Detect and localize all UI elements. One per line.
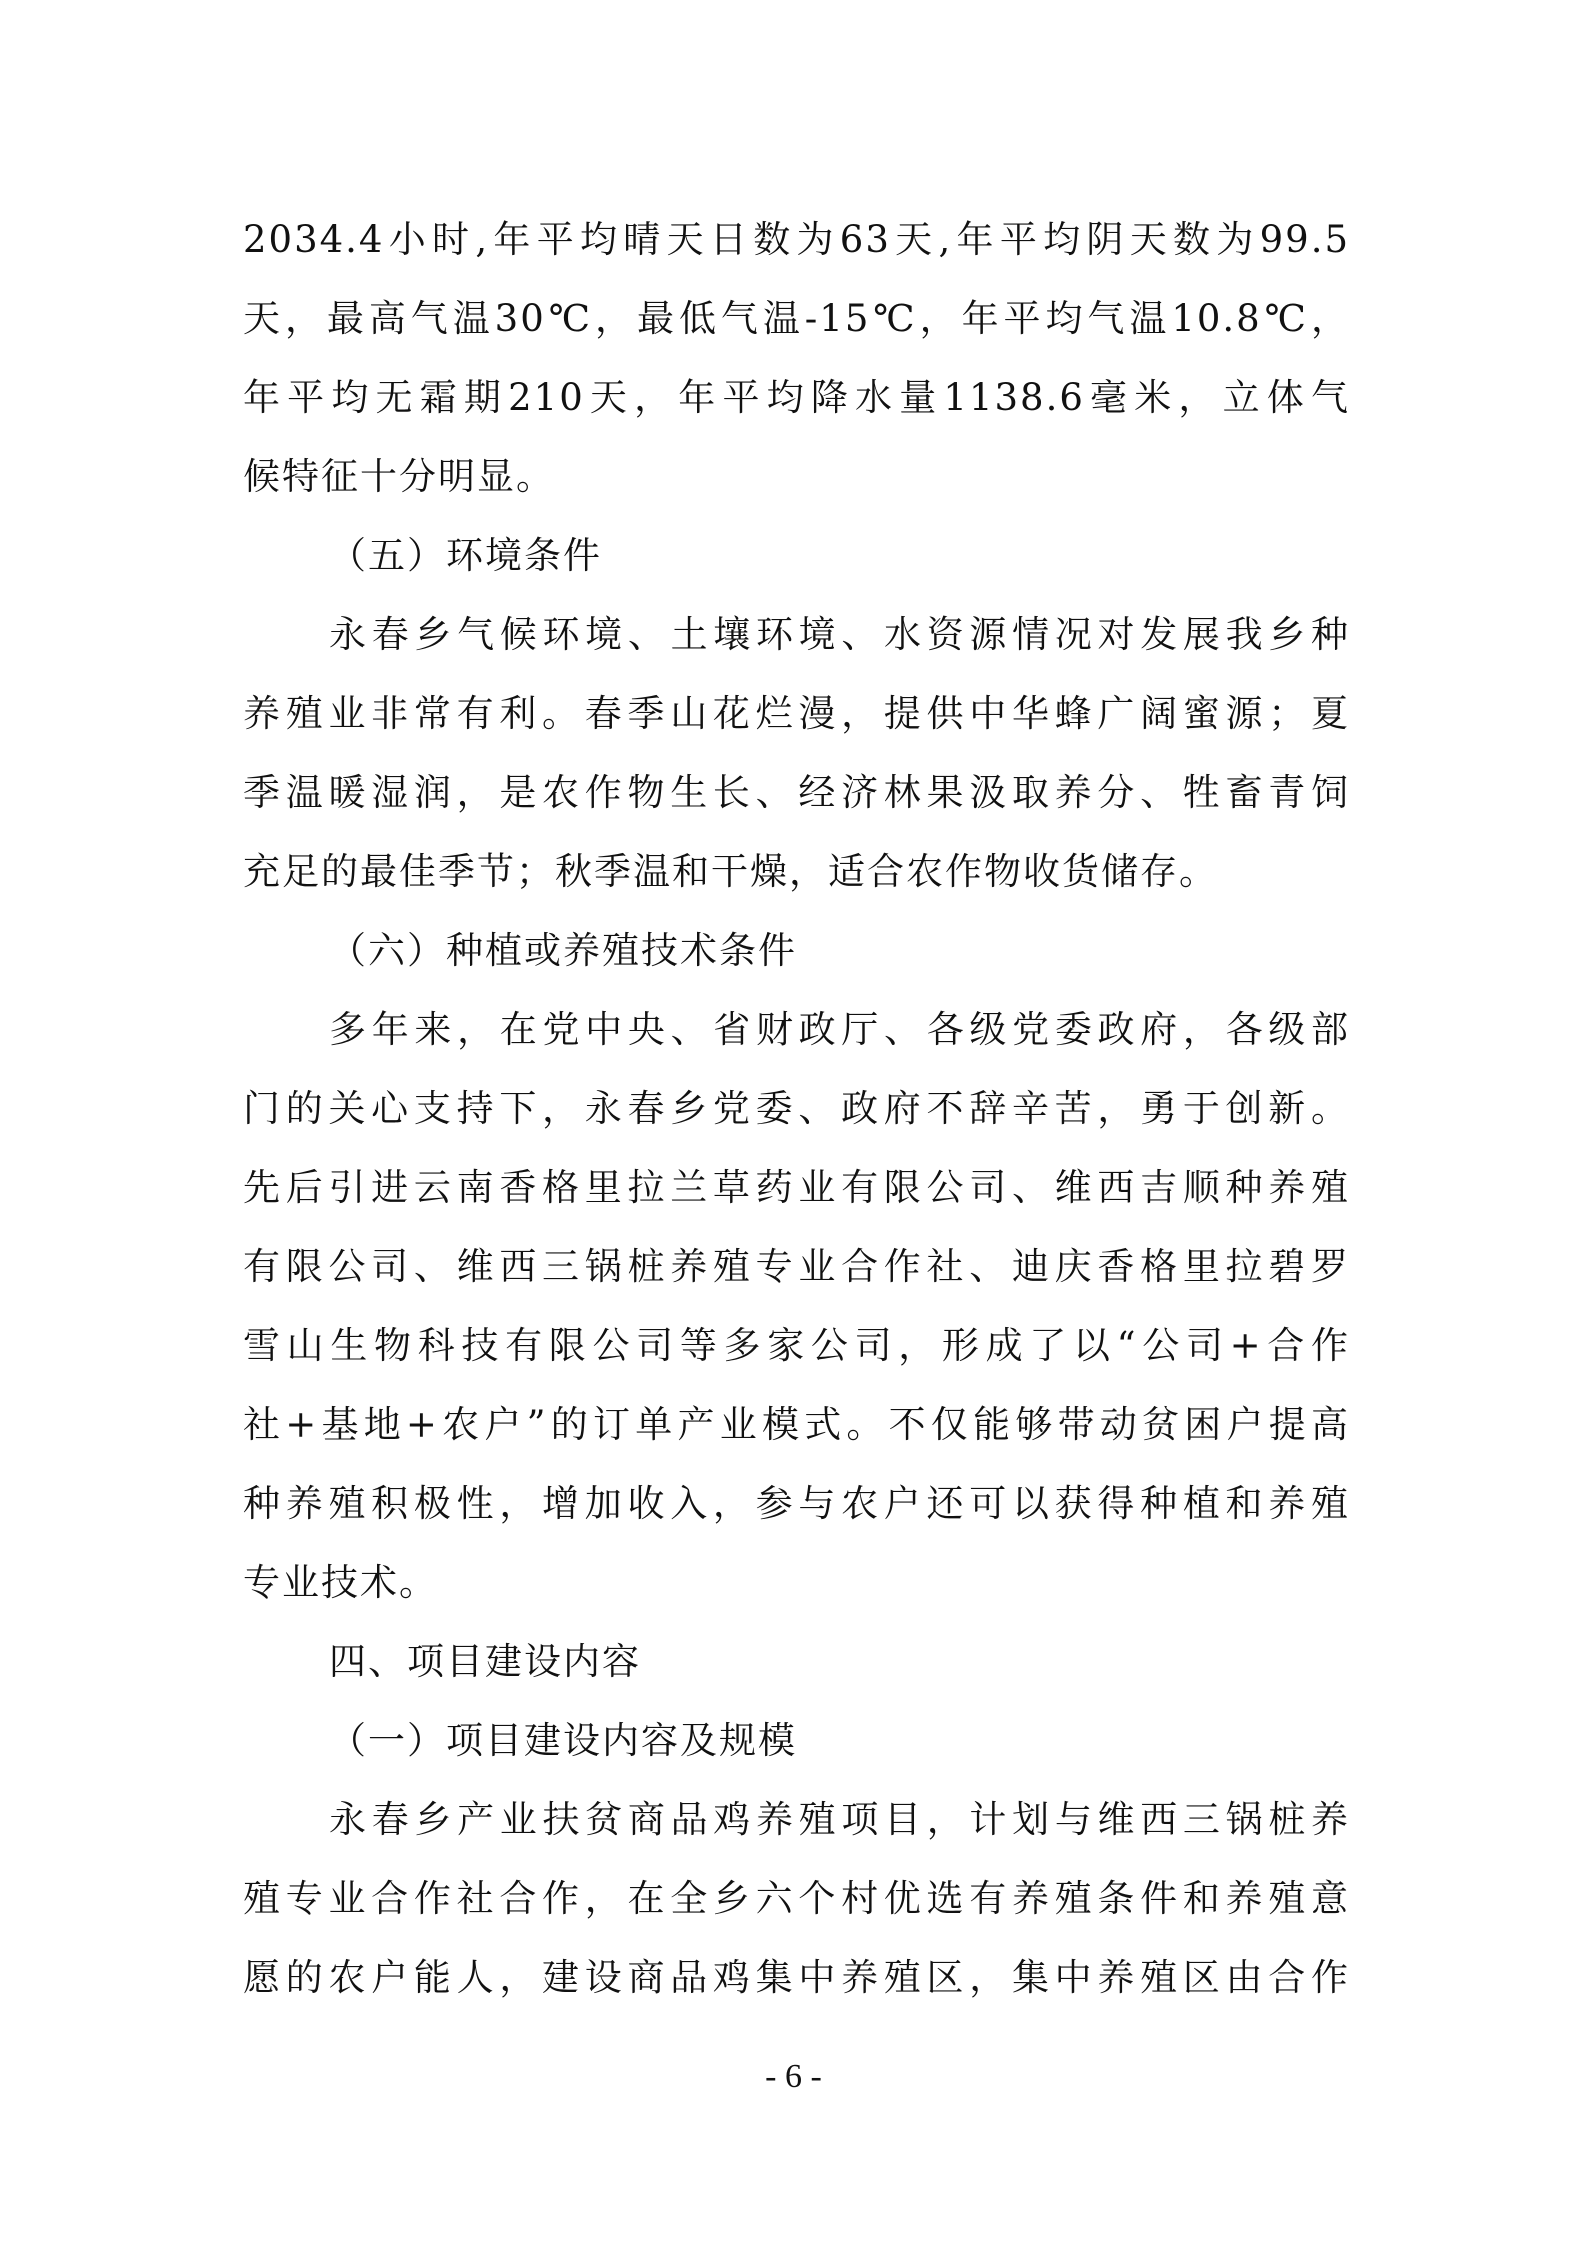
paragraph-line: 先后引进云南香格里拉兰草药业有限公司、维西吉顺种养殖: [243, 1166, 1350, 1209]
paragraph-line: 季温暖湿润，是农作物生长、经济林果汲取养分、牲畜青饲: [243, 771, 1350, 814]
paragraph-line: 候特征十分明显。: [243, 455, 555, 498]
subsection-heading: （一）项目建设内容及规模: [329, 1719, 797, 1762]
section-heading: 四、项目建设内容: [329, 1640, 641, 1683]
paragraph-line: 有限公司、维西三锅桩养殖专业合作社、迪庆香格里拉碧罗: [243, 1245, 1350, 1288]
paragraph-line: 殖专业合作社合作，在全乡六个村优选有养殖条件和养殖意: [243, 1877, 1350, 1920]
paragraph-line: 永春乡气候环境、土壤环境、水资源情况对发展我乡种: [329, 613, 1350, 656]
body-text: [243, 200, 1350, 2017]
paragraph-line: 充足的最佳季节；秋季温和干燥，适合农作物收货储存。: [243, 850, 1218, 893]
paragraph-line: 门的关心支持下，永春乡党委、政府不辞辛苦，勇于创新。: [243, 1087, 1350, 1130]
section-heading: （五）环境条件: [329, 534, 602, 577]
paragraph-line: 天，最高气温30℃，最低气温-15℃，年平均气温10.8℃，: [243, 297, 1350, 340]
paragraph-line: 雪山生物科技有限公司等多家公司，形成了以“公司+合作: [243, 1324, 1350, 1367]
paragraph-line: 养殖业非常有利。春季山花烂漫，提供中华蜂广阔蜜源；夏: [243, 692, 1350, 735]
paragraph-line: 年平均无霜期210天，年平均降水量1138.6毫米，立体气: [243, 376, 1350, 419]
paragraph-line: 永春乡产业扶贫商品鸡养殖项目，计划与维西三锅桩养: [329, 1798, 1350, 1841]
paragraph-line: 2034.4小时,年平均晴天日数为63天,年平均阴天数为99.5: [243, 218, 1350, 261]
paragraph-line: 种养殖积极性，增加收入，参与农户还可以获得种植和养殖: [243, 1482, 1350, 1525]
paragraph-line: 愿的农户能人，建设商品鸡集中养殖区，集中养殖区由合作: [243, 1956, 1350, 1999]
paragraph-line: 多年来，在党中央、省财政厅、各级党委政府，各级部: [329, 1008, 1350, 1051]
paragraph-line: 社+基地+农户”的订单产业模式。不仅能够带动贫困户提高: [243, 1403, 1350, 1446]
paragraph-line: 专业技术。: [243, 1561, 438, 1604]
page-number: - 6 -: [765, 2058, 822, 2095]
section-heading: （六）种植或养殖技术条件: [329, 929, 797, 972]
